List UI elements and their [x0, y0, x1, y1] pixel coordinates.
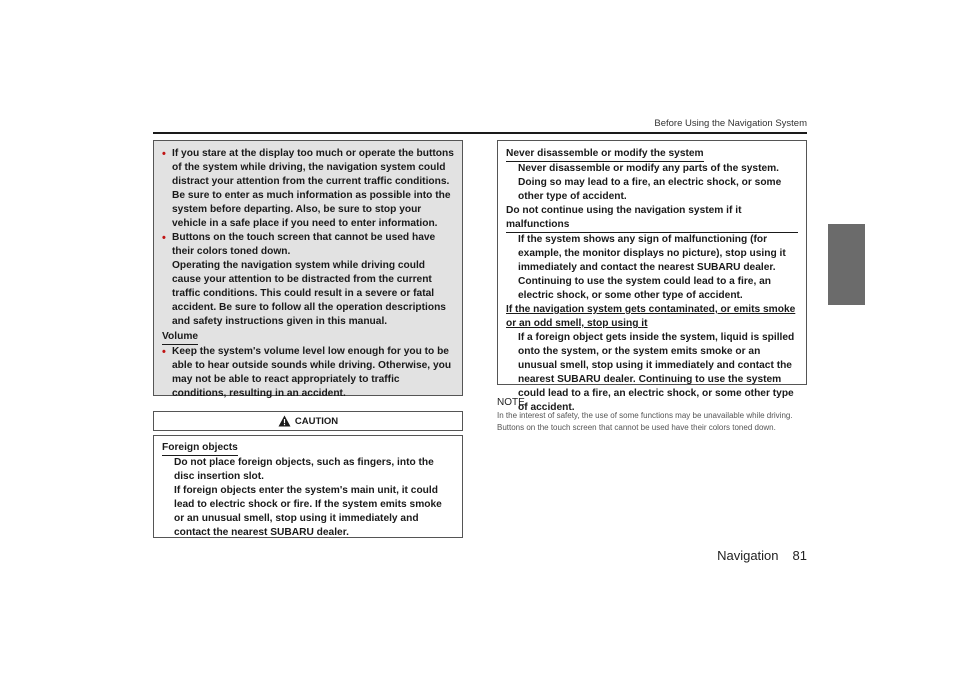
caution-item — [506, 146, 798, 204]
caution-header — [153, 411, 463, 431]
header-rule — [153, 132, 807, 134]
caution-item-text: If the system shows any sign of malfunctioning (for example, the monitor displays no picture), stop using it immediately and contact the nearest SUBARU dealer. — [518, 234, 786, 273]
warning-box — [153, 140, 463, 399]
caution-item — [506, 204, 798, 303]
warning-bullet-text: If you stare at the display too much or operate the buttons of the system while driving, the navigation system could distract your attention from the current traffic conditions. Be sure to enter as much information as possible into the system before departing. Also, be sure to stop your vehicle in a safe place if you need to enter information. — [172, 148, 454, 229]
page-number: 81 — [792, 548, 807, 563]
note-text: In the interest of safety, the use of some functions may be unavailable while driving. Buttons on the touch screen that cannot be used have their colors toned down. — [497, 411, 793, 432]
bullet-icon: • — [162, 346, 166, 358]
caution-item-heading: If the navigation system gets contaminated, or emits smoke or an odd smell, stop using it — [506, 304, 796, 329]
caution-line: If foreign objects enter the system's main unit, it could lead to electric shock or fire. If the system emits smoke or an unusual smell, stop using it immediately and contact the nearest SUBARU dealer. — [174, 485, 442, 538]
warning-bullet-text: Buttons on the touch screen that cannot be used have their colors toned down. — [172, 232, 436, 257]
caution-item-text: If a foreign object gets inside the system, liquid is spilled onto the system, or the system emits smoke or an unusual smell, stop using it immediately and contact the nearest SUBARU dealer. Continuing to use the system could lead to a fire, an electric shock, or some other type of accident. — [518, 332, 795, 413]
warning-bullet — [162, 345, 454, 401]
caution-box — [153, 435, 463, 538]
bullet-icon: • — [162, 148, 166, 160]
volume-bullet-text: Keep the system's volume level low enough for you to be able to hear outside sounds while driving. Otherwise, you may not be able to react appropriately to traffic conditions, resulting in an accident. — [172, 346, 452, 399]
section-thumb-tab — [828, 224, 865, 305]
caution-item-heading: Do not continue using the navigation system if it malfunctions — [506, 204, 798, 233]
bullet-icon: • — [162, 232, 166, 244]
volume-heading — [162, 329, 454, 345]
caution-label: CAUTION — [294, 415, 339, 427]
note-label: NOTE — [497, 397, 525, 408]
caution-line: Do not place foreign objects, such as fingers, into the disc insertion slot. — [174, 457, 434, 482]
caution-item-text: Never disassemble or modify any parts of the system. Doing so may lead to a fire, an electric shock, or some other type of accident. — [518, 163, 782, 202]
caution-heading — [162, 440, 454, 456]
caution-item-text: Continuing to use the system could lead to a fire, an electric shock, or some other type of accident. — [518, 276, 772, 301]
caution-heading-text: Foreign objects — [162, 441, 238, 456]
running-header: Before Using the Navigation System — [654, 118, 807, 129]
page-footer — [717, 548, 807, 563]
warning-triangle-icon — [278, 415, 291, 427]
caution-item-heading — [506, 146, 798, 162]
warning-continuation: Operating the navigation system while driving could cause your attention to be distracted from the current traffic conditions. This could result in a severe or fatal accident. Be sure to follow all the operation descriptions and safety instructions given in this manual. — [172, 260, 446, 327]
volume-heading-text: Volume — [162, 330, 198, 345]
caution-item-heading-text: Never disassemble or modify the system — [506, 147, 704, 162]
warning-bullet — [162, 147, 454, 231]
caution-item — [506, 303, 798, 415]
warning-bullet — [162, 231, 454, 329]
section-name: Navigation — [717, 548, 779, 563]
